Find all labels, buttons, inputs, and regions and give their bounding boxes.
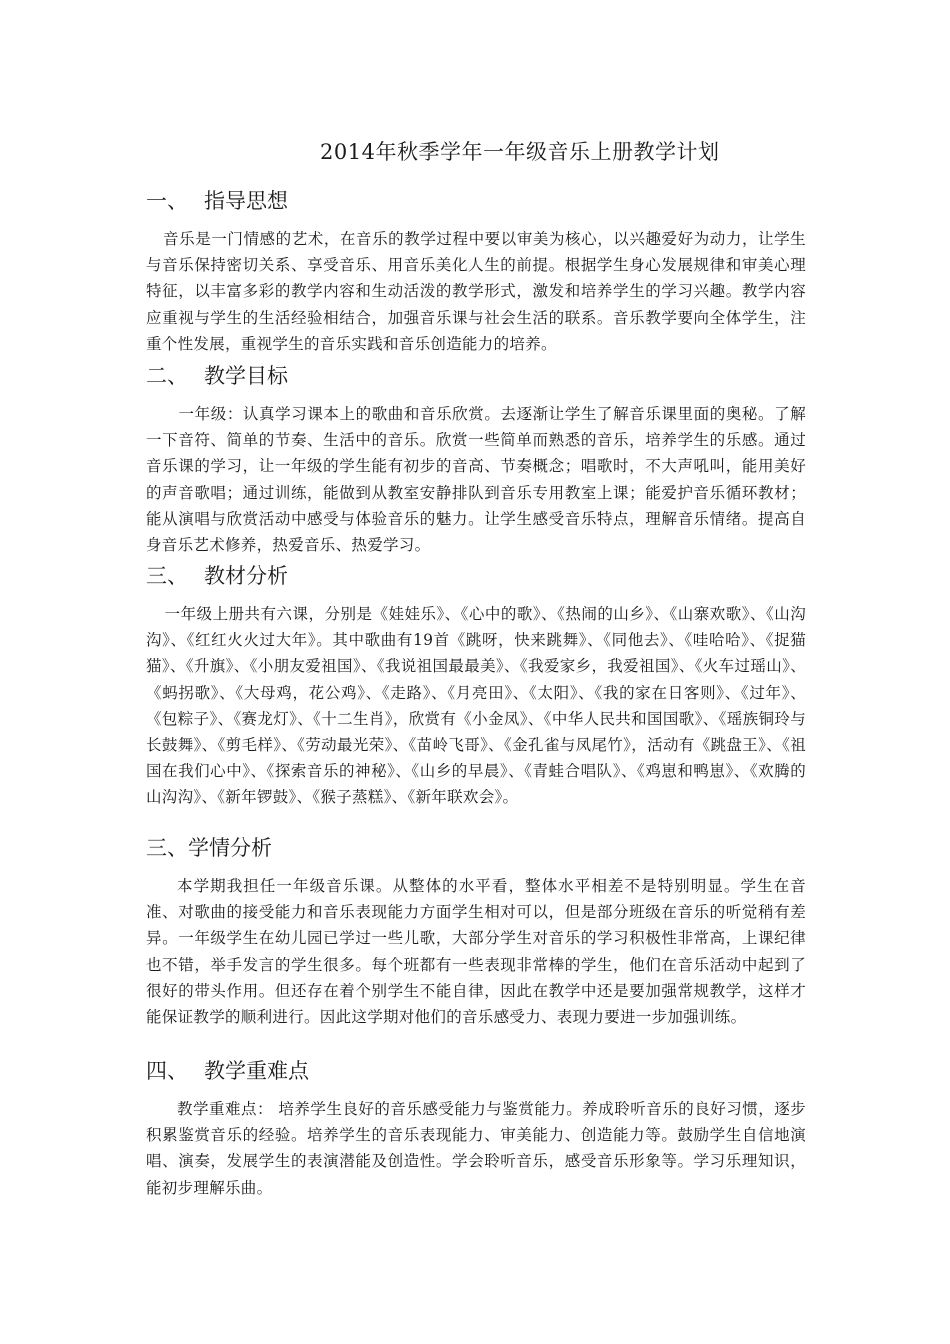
section-number: 一、	[146, 189, 188, 213]
section-heading	[146, 186, 806, 216]
section-guiding-ideology	[146, 186, 806, 357]
section-title: 指导思想	[204, 189, 288, 213]
section-key-difficulties	[146, 1056, 806, 1201]
section-paragraph: 一年级：认真学习课本上的歌曲和音乐欣赏。去逐渐让学生了解音乐课里面的奥秘。了解一下音符、简单的节奏、生活中的音乐。欣赏一些简单而熟悉的音乐，培养学生的乐感。通过音乐课的学习，让一年级的学生能有初步的音高、节奏概念；唱歌时，不大声吼叫，能用美好的声音歌唱；通过训练，能做到从教室安静排队到音乐专用教室上课；能爱护音乐循环教材；能从演唱与欣赏活动中感受与体验音乐的魅力。让学生感受音乐特点，理解音乐情绪。提高自身音乐艺术修养，热爱音乐、热爱学习。	[146, 405, 806, 555]
document-title: 2014年秋季学年一年级音乐上册教学计划	[320, 140, 720, 164]
section-title: 学情分析	[188, 836, 272, 860]
section-heading	[146, 1056, 806, 1086]
section-student-analysis	[146, 833, 806, 1030]
section-paragraph: 一年级上册共有六课，分别是《娃娃乐》、《心中的歌》、《热闹的山乡》、《山寨欢歌》、《山沟沟》、《红红火火过大年》。其中歌曲有19首《跳呀，快来跳舞》、《同他去》、《哇哈哈》、《捉猫猫》、《升旗》、《小朋友爱祖国》、《我说祖国最最美》、《我爱家乡，我爱祖国》、《火车过瑶山》、《蚂拐歌》、《大母鸡，花公鸡》、《走路》、《月亮田》、《太阳》、《我的家在日客则》、《过年》、《包粽子》、《赛龙灯》、《十二生肖》，欣赏有《小金凤》、《中华人民共和国国歌》、《瑶族铜玲与长鼓舞》、《剪毛样》、《劳动最光荣》、《苗岭飞哥》、《金孔雀与凤尾竹》，活动有《跳盘王》、《祖国在我们心中》、《探索音乐的神秘》、《山乡的早晨》、《青蛙合唱队》、《鸡崽和鸭崽》、《欢腾的山沟沟》、《新年锣鼓》、《猴子蒸糕》、《新年联欢会》。	[146, 605, 806, 807]
section-textbook-analysis	[146, 561, 806, 811]
section-teaching-goals	[146, 361, 806, 558]
section-title: 教学目标	[204, 364, 288, 388]
section-title: 教材分析	[204, 564, 288, 588]
section-paragraph: 本学期我担任一年级音乐课。从整体的水平看，整体水平相差不是特别明显。学生在音准、对歌曲的接受能力和音乐表现能力方面学生相对可以，但是部分班级在音乐的听觉稍有差异。一年级学生在幼儿园已学过一些儿歌，大部分学生对音乐的学习积极性非常高，上课纪律也不错，举手发言的学生很多。每个班都有一些表现非常棒的学生，他们在音乐活动中起到了很好的带头作用。但还存在着个别学生不能自律，因此在教学中还是要加强常规教学，这样才能保证教学的顺利进行。因此这学期对他们的音乐感受力、表现力要进一步加强训练。	[146, 877, 806, 1027]
section-number: 三、	[146, 564, 188, 588]
section-heading	[146, 561, 806, 591]
section-title: 教学重难点	[204, 1059, 309, 1083]
section-heading	[146, 361, 806, 391]
section-number: 四、	[146, 1059, 188, 1083]
section-heading	[146, 833, 806, 863]
section-paragraph: 教学重难点： 培养学生良好的音乐感受能力与鉴赏能力。养成聆听音乐的良好习惯，逐步积累鉴赏音乐的经验。培养学生的音乐表现能力、审美能力、创造能力等。鼓励学生自信地演唱、演奏，发展学生的表演潜能及创造性。学会聆听音乐，感受音乐形象等。学习乐理知识，能初步理解乐曲。	[146, 1100, 806, 1197]
section-paragraph: 音乐是一门情感的艺术，在音乐的教学过程中要以审美为核心，以兴趣爱好为动力，让学生与音乐保持密切关系、享受音乐、用音乐美化人生的前提。根据学生身心发展规律和审美心理特征，以丰富多彩的教学内容和生动活泼的教学形式，激发和培养学生的学习兴趣。教学内容应重视与学生的生活经验相结合，加强音乐课与社会生活的联系。音乐教学要向全体学生，注重个性发展，重视学生的音乐实践和音乐创造能力的培养。	[146, 230, 806, 353]
section-number: 三、	[146, 836, 188, 860]
section-number: 二、	[146, 364, 188, 388]
